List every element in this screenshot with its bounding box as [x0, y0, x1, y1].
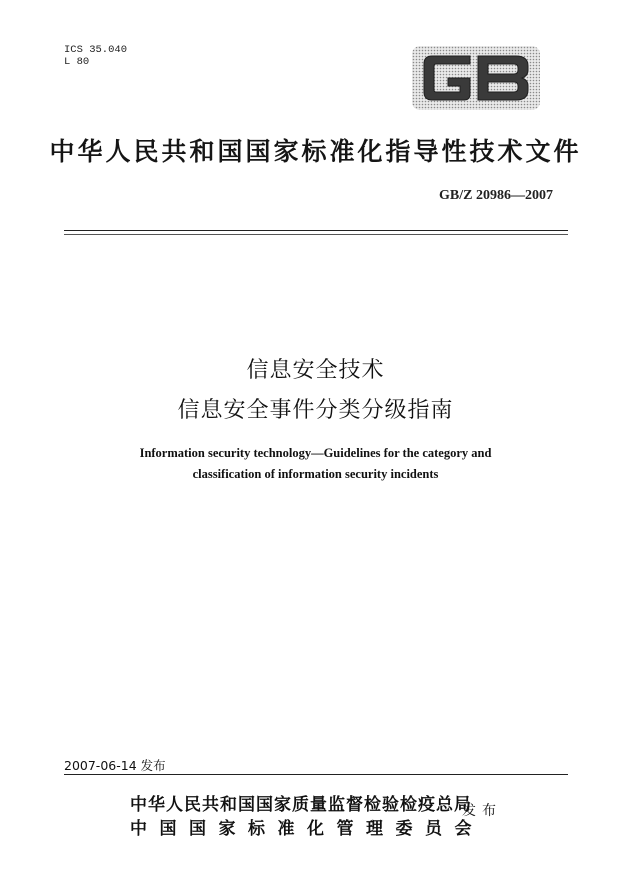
footer-rule: [64, 774, 568, 775]
gb-logo: [412, 46, 540, 110]
document-title-en-line2: classification of information security incidents: [192, 467, 439, 481]
classification-codes: [64, 44, 127, 68]
ccs-code: L 80: [64, 56, 90, 68]
document-title-en-line1: Information security technology—Guidelines for the category and: [139, 446, 492, 460]
issuer-aqsiq: 中华人民共和国国家质量监督检验检疫总局: [130, 795, 472, 815]
header-rule: [64, 230, 568, 231]
standard-category-title: 中华人民共和国国家标准化指导性技术文件: [49, 137, 582, 166]
publish-label: 发布: [462, 803, 502, 819]
header-rule-thin: [64, 234, 568, 235]
document-title-cn-line1: 信息安全技术: [246, 358, 385, 383]
issuer-sac: 中国国家标准化管理委员会: [130, 819, 484, 839]
standard-number: GB/Z 20986—2007: [439, 188, 553, 203]
document-title-cn-line2: 信息安全事件分类分级指南: [177, 398, 454, 423]
release-date: 2007-06-14 发布: [64, 758, 166, 773]
ics-code: ICS 35.040: [64, 44, 128, 56]
